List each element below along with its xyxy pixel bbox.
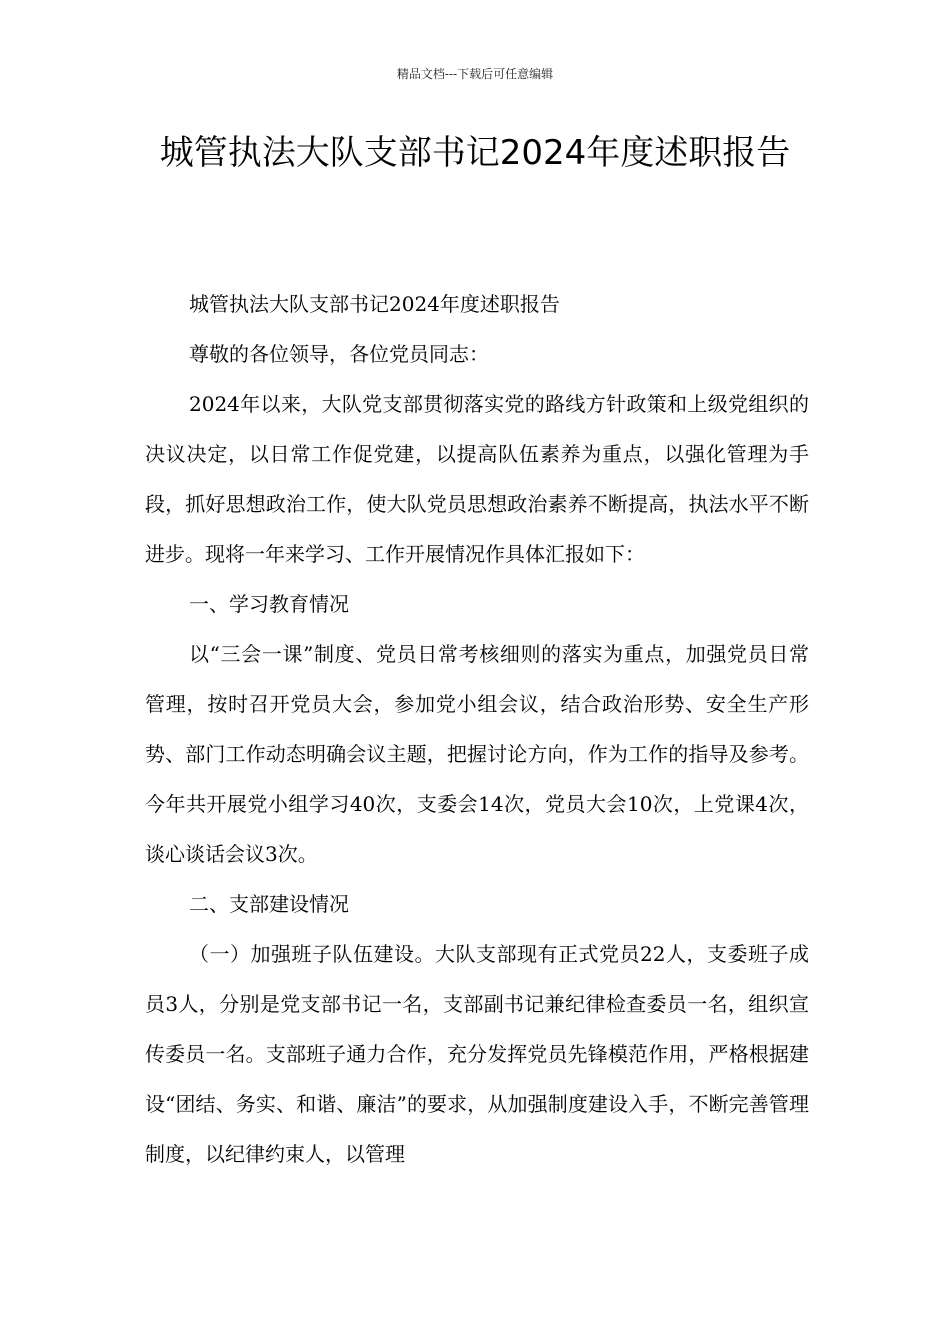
section-heading-branch-construction: 二、支部建设情况 <box>189 892 349 916</box>
document-title: 城管执法大队支部书记2024年度述职报告 <box>159 133 791 173</box>
paragraph-study-education: 以“三会一课”制度、党员日常考核细则的落实为重点，加强党员日常管理，按时召开党员大会，参加党小组会议，结合政治形势、安全生产形势、部门工作动态明确会议主题，把握讨论方向，作为工作的指导及参考。今年共开展党小组学习40次，支委会14次，党员大会10次，上党课4次，谈心谈话会议3次。 <box>145 642 809 866</box>
paragraph-salutation: 尊敬的各位领导，各位党员同志： <box>189 342 489 366</box>
document-body <box>145 279 809 1179</box>
paragraph-introduction: 2024年以来，大队党支部贯彻落实党的路线方针政策和上级党组织的决议决定，以日常工作促党建，以提高队伍素养为重点，以强化管理为手段，抓好思想政治工作，使大队党员思想政治素养不断提高，执法水平不断进步。现将一年来学习、工作开展情况作具体汇报如下： <box>145 392 809 566</box>
paragraph-subtitle: 城管执法大队支部书记2024年度述职报告 <box>189 292 560 316</box>
paragraph-team-building: （一）加强班子队伍建设。大队支部现有正式党员22人，支委班子成员3人，分别是党支部书记一名，支部副书记兼纪律检查委员一名，组织宣传委员一名。支部班子通力合作，充分发挥党员先锋模范作用，严格根据建设“团结、务实、和谐、廉洁”的要求，从加强制度建设入手，不断完善管理制度，以纪律约束人，以管理 <box>145 942 809 1166</box>
section-heading-study-education: 一、学习教育情况 <box>189 592 349 616</box>
page-header: 精品文档---下载后可任意编辑 <box>396 67 554 81</box>
